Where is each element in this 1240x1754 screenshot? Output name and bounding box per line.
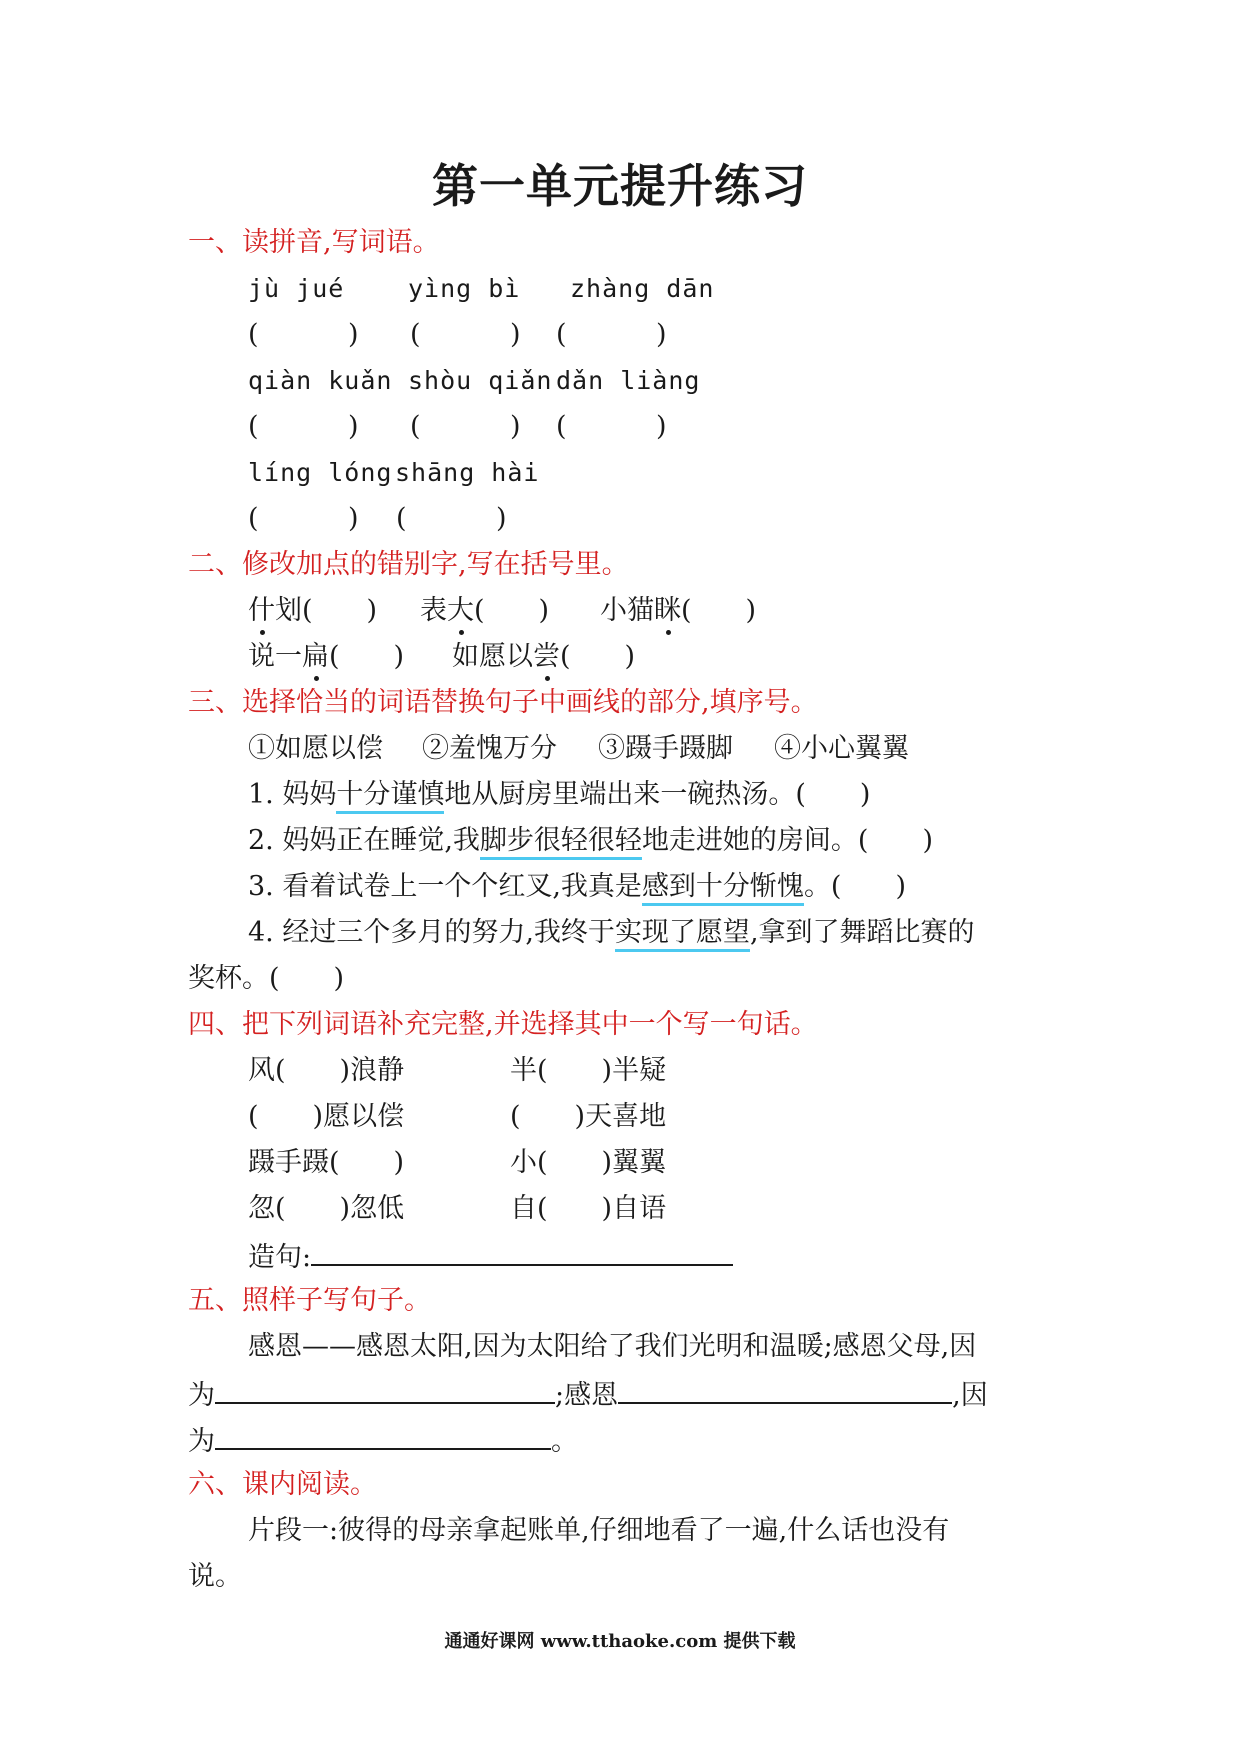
answer-paren: ( ) [474, 595, 550, 626]
answer-paren: ( ) [560, 641, 636, 672]
pinyin-qian-kuan: qiàn kuǎn [248, 366, 393, 395]
typo-text: 表 [420, 595, 447, 626]
answer-paren-close: ) [656, 319, 667, 350]
idiom-blank: 风( )浪静 [248, 1055, 405, 1086]
pinyin-shang-hai: shāng hài [395, 458, 540, 487]
answer-paren-close: ) [656, 411, 667, 442]
typo-item-1 [248, 594, 377, 628]
dotted-char: 眯 [654, 595, 681, 626]
answer-paren-close: ) [510, 319, 521, 350]
dotted-char: 大 [447, 595, 474, 626]
section-5-heading: 五、照样子写句子。 [188, 1285, 431, 1316]
idiom-blank: 蹑手蹑( ) [248, 1147, 405, 1178]
dotted-char: 尝 [533, 641, 560, 672]
typo-text: 如愿以 [452, 641, 533, 672]
answer-paren-close: ) [348, 411, 359, 442]
option-3: ③蹑手蹑脚 [598, 733, 733, 764]
typo-item-5 [452, 640, 635, 674]
pinyin-zhang-dan: zhàng dān [570, 274, 715, 303]
option-4: ④小心翼翼 [774, 733, 909, 764]
page-title: 第一单元提升练习 [432, 159, 808, 213]
answer-paren-open: ( [248, 503, 259, 534]
idiom-blank: 半( )半疑 [510, 1055, 667, 1086]
answer-paren-close: ) [348, 503, 359, 534]
comma-yin-text: ,因 [952, 1380, 988, 1411]
question-3 [248, 870, 906, 904]
answer-paren-open: ( [396, 503, 407, 534]
pinyin-ying-bi: yìng bì [408, 274, 521, 303]
answer-blank[interactable] [215, 1376, 555, 1404]
question-1 [248, 778, 870, 812]
imitation-line-1 [188, 1376, 988, 1413]
reading-passage-line-1: 片段一:彼得的母亲拿起账单,仔细地看了一遍,什么话也没有 [248, 1515, 950, 1546]
answer-blank[interactable] [215, 1422, 551, 1450]
idiom-blank: 忽( )忽低 [248, 1193, 405, 1224]
section-1-heading: 一、读拼音,写词语。 [188, 227, 440, 258]
answer-paren-close: ) [496, 503, 507, 534]
footer-source: 通通好课网 www.tthaoke.com 提供下载 [444, 1631, 796, 1652]
idiom-blank: 小( )翼翼 [510, 1147, 667, 1178]
example-sentence: 感恩——感恩太阳,因为太阳给了我们光明和温暖;感恩父母,因 [248, 1331, 977, 1362]
underlined-phrase: 十分谨慎 [336, 779, 444, 814]
answer-paren-open: ( [410, 411, 421, 442]
answer-paren-open: ( [410, 319, 421, 350]
question-text: 。( ) [803, 871, 907, 902]
underlined-phrase: 实现了愿望 [615, 917, 750, 952]
mid-text: ;感恩 [555, 1380, 619, 1411]
answer-paren-open: ( [556, 319, 567, 350]
underlined-phrase: 感到十分惭愧 [642, 871, 804, 906]
question-4 [248, 916, 975, 950]
typo-item-4 [248, 640, 404, 674]
typo-item-3 [600, 594, 756, 628]
sentence-label: 造句: [248, 1242, 312, 1273]
option-1: ①如愿以偿 [248, 733, 383, 764]
answer-paren-open: ( [248, 411, 259, 442]
end-punct: 。 [551, 1426, 578, 1457]
answer-blank[interactable] [618, 1376, 952, 1404]
sentence-blank[interactable] [311, 1238, 733, 1266]
dotted-char: 什 [248, 595, 275, 626]
question-4-continuation: 奖杯。( ) [188, 963, 345, 994]
answer-paren-close: ) [348, 319, 359, 350]
typo-text: 小猫 [600, 595, 654, 626]
question-text: 1. 妈妈 [248, 779, 337, 810]
answer-paren-open: ( [248, 319, 259, 350]
typo-text: 说一 [248, 641, 302, 672]
pinyin-shou-qian: shòu qiǎn [408, 366, 553, 395]
question-text: ,拿到了舞蹈比赛的 [749, 917, 975, 948]
option-2: ②羞愧万分 [422, 733, 557, 764]
section-3-heading: 三、选择恰当的词语替换句子中画线的部分,填序号。 [188, 687, 818, 718]
answer-paren-open: ( [556, 411, 567, 442]
dotted-char: 扁 [302, 641, 329, 672]
answer-paren-close: ) [510, 411, 521, 442]
question-text: 4. 经过三个多月的努力,我终于 [248, 917, 615, 948]
idiom-blank: ( )天喜地 [510, 1101, 667, 1132]
section-6-heading: 六、课内阅读。 [188, 1469, 377, 1500]
answer-paren: ( ) [329, 641, 405, 672]
pinyin-ju-jue: jù jué [248, 274, 345, 303]
pinyin-ling-long: líng lóng [248, 458, 393, 487]
reading-passage-line-2: 说。 [188, 1561, 242, 1592]
imitation-line-2 [188, 1422, 578, 1459]
question-text: 地走进她的房间。( ) [641, 825, 934, 856]
underlined-phrase: 脚步很轻很轻 [480, 825, 642, 860]
idiom-blank: 自( )自语 [510, 1193, 667, 1224]
answer-paren: ( ) [681, 595, 757, 626]
wei-text: 为 [188, 1426, 215, 1457]
typo-text: 划 [275, 595, 302, 626]
question-text: 2. 妈妈正在睡觉,我 [248, 825, 480, 856]
idiom-blank: ( )愿以偿 [248, 1101, 405, 1132]
answer-paren: ( ) [302, 595, 378, 626]
question-text: 地从厨房里端出来一碗热汤。( ) [444, 779, 871, 810]
question-2 [248, 824, 933, 858]
sentence-line [248, 1238, 733, 1275]
section-4-heading: 四、把下列词语补充完整,并选择其中一个写一句话。 [188, 1009, 818, 1040]
pinyin-dan-liang: dǎn liàng [556, 366, 701, 395]
wei-text: 为 [188, 1380, 215, 1411]
question-text: 3. 看着试卷上一个个红叉,我真是 [248, 871, 642, 902]
section-2-heading: 二、修改加点的错别字,写在括号里。 [188, 549, 629, 580]
typo-item-2 [420, 594, 549, 628]
